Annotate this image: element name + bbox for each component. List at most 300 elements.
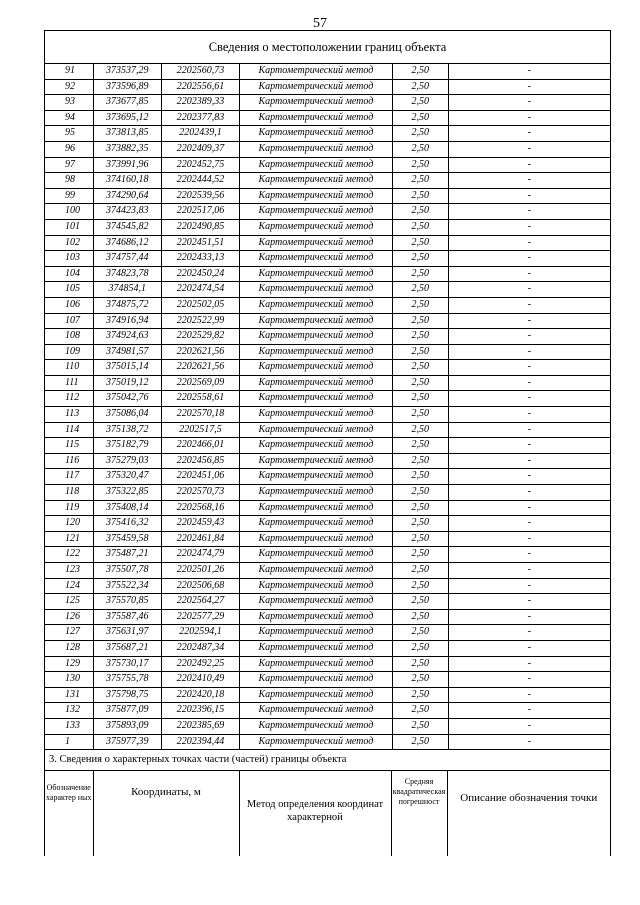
table-row	[45, 126, 610, 142]
accuracy-cell: 2,50	[392, 625, 448, 641]
coordinate-y: 2202560,73	[161, 64, 239, 79]
table-row	[45, 141, 610, 157]
coordinate-x: 375977,39	[93, 734, 161, 750]
accuracy-cell: 2,50	[392, 204, 448, 220]
coordinate-x: 375587,46	[93, 609, 161, 625]
method-cell: Картометрический метод	[240, 407, 393, 423]
point-number: 109	[45, 344, 93, 360]
coordinate-x: 375755,78	[93, 672, 161, 688]
accuracy-cell: 2,50	[392, 313, 448, 329]
point-number: 111	[45, 375, 93, 391]
accuracy-header: Средняя квадратическая погрешност	[392, 777, 446, 807]
accuracy-cell: 2,50	[392, 110, 448, 126]
table-row	[45, 95, 610, 111]
description-cell: -	[448, 173, 610, 189]
coordinates-header: Координаты, м	[93, 771, 239, 856]
designation-header: Обозначение характер ных	[46, 783, 92, 803]
description-cell: -	[448, 407, 610, 423]
description-cell: -	[448, 110, 610, 126]
coordinate-y: 2202569,09	[161, 375, 239, 391]
description-cell: -	[448, 438, 610, 454]
coordinate-y: 2202577,29	[161, 609, 239, 625]
method-cell: Картометрический метод	[240, 173, 393, 189]
description-cell: -	[448, 219, 610, 235]
coordinate-y: 2202492,25	[161, 656, 239, 672]
description-cell: -	[448, 95, 610, 111]
method-cell: Картометрический метод	[240, 469, 393, 485]
point-number: 130	[45, 672, 93, 688]
table-row	[45, 438, 610, 454]
accuracy-cell: 2,50	[392, 266, 448, 282]
method-cell: Картометрический метод	[240, 438, 393, 454]
method-cell: Картометрический метод	[240, 157, 393, 173]
coordinate-x: 375507,78	[93, 563, 161, 579]
point-number: 96	[45, 141, 93, 157]
coordinate-x: 374686,12	[93, 235, 161, 251]
point-number: 110	[45, 360, 93, 376]
accuracy-cell: 2,50	[392, 531, 448, 547]
accuracy-cell: 2,50	[392, 438, 448, 454]
table-row	[45, 703, 610, 719]
table-row	[45, 251, 610, 267]
accuracy-cell: 2,50	[392, 516, 448, 532]
description-cell: -	[448, 313, 610, 329]
coordinate-y: 2202539,56	[161, 188, 239, 204]
coordinate-x: 375015,14	[93, 360, 161, 376]
coordinate-y: 2202474,79	[161, 547, 239, 563]
coordinate-x: 375408,14	[93, 500, 161, 516]
method-cell: Картометрический метод	[240, 188, 393, 204]
table-row	[45, 453, 610, 469]
coordinate-y: 2202529,82	[161, 329, 239, 345]
point-number: 125	[45, 594, 93, 610]
accuracy-cell: 2,50	[392, 173, 448, 189]
table-row	[45, 219, 610, 235]
coordinate-y: 2202517,06	[161, 204, 239, 220]
table-row	[45, 609, 610, 625]
description-cell: -	[448, 672, 610, 688]
method-cell: Картометрический метод	[240, 500, 393, 516]
point-number: 105	[45, 282, 93, 298]
description-cell: -	[448, 360, 610, 376]
coordinate-y: 2202459,43	[161, 516, 239, 532]
accuracy-cell: 2,50	[392, 656, 448, 672]
coordinate-y: 2202410,49	[161, 672, 239, 688]
coordinate-y: 2202409,37	[161, 141, 239, 157]
point-number: 108	[45, 329, 93, 345]
coordinate-y: 2202564,27	[161, 594, 239, 610]
accuracy-cell: 2,50	[392, 297, 448, 313]
point-number: 114	[45, 422, 93, 438]
coordinate-y: 2202474,54	[161, 282, 239, 298]
coordinates-table	[45, 64, 610, 750]
accuracy-cell: 2,50	[392, 282, 448, 298]
description-cell: -	[448, 235, 610, 251]
point-number: 91	[45, 64, 93, 79]
description-header-cell	[447, 771, 610, 856]
point-number: 107	[45, 313, 93, 329]
description-cell: -	[448, 329, 610, 345]
accuracy-cell: 2,50	[392, 469, 448, 485]
table-row	[45, 640, 610, 656]
coordinate-x: 374757,44	[93, 251, 161, 267]
method-cell: Картометрический метод	[240, 563, 393, 579]
method-cell: Картометрический метод	[240, 516, 393, 532]
method-cell: Картометрический метод	[240, 79, 393, 95]
coordinate-x: 375322,85	[93, 485, 161, 501]
accuracy-cell: 2,50	[392, 219, 448, 235]
accuracy-cell: 2,50	[392, 329, 448, 345]
subsection-title: 3. Сведения о характерных точках части (частей) границы объекта	[45, 750, 610, 771]
description-cell: -	[448, 703, 610, 719]
table-row	[45, 578, 610, 594]
coordinate-x: 373695,12	[93, 110, 161, 126]
point-number: 112	[45, 391, 93, 407]
accuracy-cell: 2,50	[392, 360, 448, 376]
table-row	[45, 407, 610, 423]
description-cell: -	[448, 344, 610, 360]
table-row	[45, 656, 610, 672]
description-cell: -	[448, 485, 610, 501]
coordinate-y: 2202466,01	[161, 438, 239, 454]
method-cell: Картометрический метод	[240, 344, 393, 360]
coordinate-y: 2202558,61	[161, 391, 239, 407]
table-row	[45, 672, 610, 688]
method-cell: Картометрический метод	[240, 64, 393, 79]
accuracy-cell: 2,50	[392, 687, 448, 703]
point-number: 133	[45, 718, 93, 734]
point-number: 100	[45, 204, 93, 220]
point-number: 95	[45, 126, 93, 142]
coordinate-x: 375631,97	[93, 625, 161, 641]
designation-header-cell	[45, 771, 93, 856]
coordinate-y: 2202389,33	[161, 95, 239, 111]
description-cell: -	[448, 126, 610, 142]
point-number: 97	[45, 157, 93, 173]
description-cell: -	[448, 469, 610, 485]
coordinate-y: 2202377,83	[161, 110, 239, 126]
coordinate-x: 373677,85	[93, 95, 161, 111]
point-number: 121	[45, 531, 93, 547]
description-cell: -	[448, 391, 610, 407]
description-cell: -	[448, 609, 610, 625]
accuracy-cell: 2,50	[392, 391, 448, 407]
accuracy-cell: 2,50	[392, 578, 448, 594]
point-number: 127	[45, 625, 93, 641]
description-cell: -	[448, 251, 610, 267]
coordinate-y: 2202501,26	[161, 563, 239, 579]
point-number: 99	[45, 188, 93, 204]
description-cell: -	[448, 453, 610, 469]
coordinate-y: 2202385,69	[161, 718, 239, 734]
coordinate-x: 375019,12	[93, 375, 161, 391]
coordinate-x: 375086,04	[93, 407, 161, 423]
description-cell: -	[448, 188, 610, 204]
table-row	[45, 297, 610, 313]
table-row	[45, 563, 610, 579]
coordinate-x: 373991,96	[93, 157, 161, 173]
point-number: 113	[45, 407, 93, 423]
accuracy-cell: 2,50	[392, 64, 448, 79]
description-header: Описание обозначения точки	[460, 792, 598, 805]
table-row	[45, 500, 610, 516]
coordinate-x: 374854,1	[93, 282, 161, 298]
method-cell: Картометрический метод	[240, 235, 393, 251]
method-cell: Картометрический метод	[240, 360, 393, 376]
point-number: 106	[45, 297, 93, 313]
accuracy-cell: 2,50	[392, 547, 448, 563]
description-cell: -	[448, 64, 610, 79]
accuracy-cell: 2,50	[392, 485, 448, 501]
coordinate-y: 2202433,13	[161, 251, 239, 267]
point-number: 92	[45, 79, 93, 95]
coordinate-x: 375279,03	[93, 453, 161, 469]
coordinate-y: 2202456,85	[161, 453, 239, 469]
table-row	[45, 282, 610, 298]
accuracy-cell: 2,50	[392, 672, 448, 688]
method-cell: Картометрический метод	[240, 687, 393, 703]
method-cell: Картометрический метод	[240, 375, 393, 391]
page-number: 57	[313, 16, 327, 31]
coordinate-x: 373537,29	[93, 64, 161, 79]
coordinate-x: 374924,63	[93, 329, 161, 345]
coordinate-y: 2202394,44	[161, 734, 239, 750]
method-cell: Картометрический метод	[240, 485, 393, 501]
table-row	[45, 375, 610, 391]
description-cell: -	[448, 204, 610, 220]
method-cell: Картометрический метод	[240, 141, 393, 157]
point-number: 102	[45, 235, 93, 251]
table-row	[45, 391, 610, 407]
description-cell: -	[448, 375, 610, 391]
point-number: 131	[45, 687, 93, 703]
coordinate-x: 375042,76	[93, 391, 161, 407]
section-title: Сведения о местоположении границ объекта	[45, 31, 610, 64]
coordinate-y: 2202594,1	[161, 625, 239, 641]
method-cell: Картометрический метод	[240, 578, 393, 594]
method-cell: Картометрический метод	[240, 391, 393, 407]
coordinate-y: 2202568,16	[161, 500, 239, 516]
coordinate-x: 373813,85	[93, 126, 161, 142]
description-cell: -	[448, 141, 610, 157]
table-row	[45, 204, 610, 220]
coordinate-x: 375730,17	[93, 656, 161, 672]
description-cell: -	[448, 640, 610, 656]
parts-table-header	[45, 771, 610, 856]
description-cell: -	[448, 266, 610, 282]
method-cell: Картометрический метод	[240, 329, 393, 345]
point-number: 118	[45, 485, 93, 501]
description-cell: -	[448, 500, 610, 516]
accuracy-cell: 2,50	[392, 563, 448, 579]
point-number: 122	[45, 547, 93, 563]
coordinate-x: 374823,78	[93, 266, 161, 282]
description-cell: -	[448, 578, 610, 594]
coordinate-x: 374545,82	[93, 219, 161, 235]
accuracy-cell: 2,50	[392, 79, 448, 95]
point-number: 115	[45, 438, 93, 454]
method-cell: Картометрический метод	[240, 718, 393, 734]
description-cell: -	[448, 516, 610, 532]
coordinate-x: 375138,72	[93, 422, 161, 438]
coordinate-x: 375416,32	[93, 516, 161, 532]
coordinate-x: 375487,21	[93, 547, 161, 563]
table-row	[45, 329, 610, 345]
accuracy-cell: 2,50	[392, 640, 448, 656]
coordinate-y: 2202517,5	[161, 422, 239, 438]
method-cell: Картометрический метод	[240, 219, 393, 235]
coordinate-y: 2202502,05	[161, 297, 239, 313]
table-row	[45, 422, 610, 438]
method-cell: Картометрический метод	[240, 251, 393, 267]
table-row	[45, 531, 610, 547]
method-cell: Картометрический метод	[240, 656, 393, 672]
description-cell: -	[448, 531, 610, 547]
coordinate-x: 373596,89	[93, 79, 161, 95]
coordinate-x: 375459,58	[93, 531, 161, 547]
accuracy-cell: 2,50	[392, 422, 448, 438]
accuracy-cell: 2,50	[392, 594, 448, 610]
accuracy-cell: 2,50	[392, 235, 448, 251]
method-header: Метод определения координат характерной	[246, 799, 384, 824]
table-row	[45, 469, 610, 485]
description-cell: -	[448, 594, 610, 610]
accuracy-cell: 2,50	[392, 718, 448, 734]
method-cell: Картометрический метод	[240, 547, 393, 563]
coordinate-y: 2202506,68	[161, 578, 239, 594]
accuracy-cell: 2,50	[392, 188, 448, 204]
table-row	[45, 235, 610, 251]
coordinate-y: 2202621,56	[161, 344, 239, 360]
coordinate-x: 375320,47	[93, 469, 161, 485]
description-cell: -	[448, 157, 610, 173]
coordinate-y: 2202452,75	[161, 157, 239, 173]
coordinate-y: 2202621,56	[161, 360, 239, 376]
coordinate-y: 2202444,52	[161, 173, 239, 189]
coordinate-x: 373882,35	[93, 141, 161, 157]
point-number: 126	[45, 609, 93, 625]
method-cell: Картометрический метод	[240, 313, 393, 329]
description-cell: -	[448, 687, 610, 703]
point-number: 119	[45, 500, 93, 516]
method-cell: Картометрический метод	[240, 297, 393, 313]
method-cell: Картометрический метод	[240, 453, 393, 469]
coordinate-y: 2202461,84	[161, 531, 239, 547]
point-number: 124	[45, 578, 93, 594]
coordinate-x: 374875,72	[93, 297, 161, 313]
method-cell: Картометрический метод	[240, 422, 393, 438]
table-row	[45, 110, 610, 126]
table-row	[45, 625, 610, 641]
description-cell: -	[448, 422, 610, 438]
accuracy-cell: 2,50	[392, 500, 448, 516]
table-row	[45, 344, 610, 360]
coordinate-y: 2202556,61	[161, 79, 239, 95]
description-cell: -	[448, 297, 610, 313]
coordinate-y: 2202487,34	[161, 640, 239, 656]
description-cell: -	[448, 79, 610, 95]
method-cell: Картометрический метод	[240, 625, 393, 641]
description-cell: -	[448, 718, 610, 734]
accuracy-cell: 2,50	[392, 251, 448, 267]
table-row	[45, 79, 610, 95]
method-cell: Картометрический метод	[240, 734, 393, 750]
coordinate-y: 2202490,85	[161, 219, 239, 235]
coordinate-y: 2202439,1	[161, 126, 239, 142]
coordinate-y: 2202451,06	[161, 469, 239, 485]
table-row	[45, 687, 610, 703]
point-number: 128	[45, 640, 93, 656]
accuracy-cell: 2,50	[392, 734, 448, 750]
table-row	[45, 266, 610, 282]
table-row	[45, 547, 610, 563]
table-row	[45, 188, 610, 204]
coordinate-x: 374981,57	[93, 344, 161, 360]
accuracy-cell: 2,50	[392, 344, 448, 360]
method-cell: Картометрический метод	[240, 531, 393, 547]
point-number: 1	[45, 734, 93, 750]
point-number: 93	[45, 95, 93, 111]
accuracy-cell: 2,50	[392, 453, 448, 469]
coordinate-x: 374423,83	[93, 204, 161, 220]
point-number: 132	[45, 703, 93, 719]
coordinates-table-body	[45, 64, 610, 750]
table-row	[45, 64, 610, 79]
coordinate-x: 375798,75	[93, 687, 161, 703]
method-cell: Картометрический метод	[240, 110, 393, 126]
description-cell: -	[448, 547, 610, 563]
method-cell: Картометрический метод	[240, 703, 393, 719]
accuracy-cell: 2,50	[392, 157, 448, 173]
coordinate-y: 2202420,18	[161, 687, 239, 703]
point-number: 120	[45, 516, 93, 532]
coordinate-y: 2202450,24	[161, 266, 239, 282]
point-number: 129	[45, 656, 93, 672]
point-number: 94	[45, 110, 93, 126]
method-cell: Картометрический метод	[240, 594, 393, 610]
coordinate-x: 375687,21	[93, 640, 161, 656]
boundary-sheet	[44, 30, 611, 856]
coordinate-y: 2202451,51	[161, 235, 239, 251]
table-row	[45, 485, 610, 501]
accuracy-cell: 2,50	[392, 375, 448, 391]
point-number: 103	[45, 251, 93, 267]
method-cell: Картометрический метод	[240, 672, 393, 688]
accuracy-cell: 2,50	[392, 141, 448, 157]
method-cell: Картометрический метод	[240, 95, 393, 111]
table-row	[45, 734, 610, 750]
table-row	[45, 313, 610, 329]
accuracy-cell: 2,50	[392, 126, 448, 142]
accuracy-cell: 2,50	[392, 95, 448, 111]
coordinate-x: 374160,18	[93, 173, 161, 189]
method-cell: Картометрический метод	[240, 609, 393, 625]
table-row	[45, 157, 610, 173]
method-cell: Картометрический метод	[240, 266, 393, 282]
coordinate-x: 375893,09	[93, 718, 161, 734]
description-cell: -	[448, 282, 610, 298]
accuracy-cell: 2,50	[392, 609, 448, 625]
method-cell: Картометрический метод	[240, 640, 393, 656]
description-cell: -	[448, 625, 610, 641]
description-cell: -	[448, 563, 610, 579]
coordinate-y: 2202522,99	[161, 313, 239, 329]
coordinate-x: 375877,09	[93, 703, 161, 719]
point-number: 123	[45, 563, 93, 579]
accuracy-cell: 2,50	[392, 407, 448, 423]
coordinate-x: 374916,94	[93, 313, 161, 329]
coordinate-y: 2202570,18	[161, 407, 239, 423]
